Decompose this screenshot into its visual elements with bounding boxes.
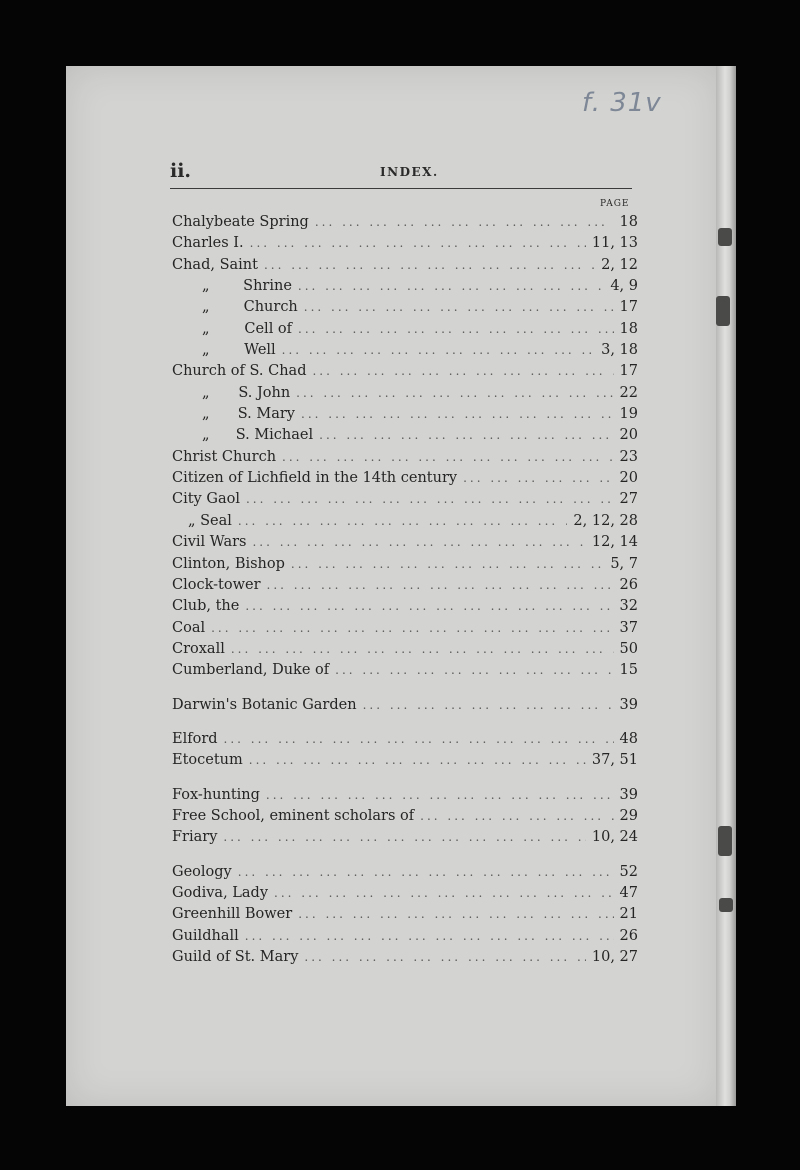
page-edge [716, 66, 736, 1106]
entry-pages: 5, 7 [610, 555, 638, 572]
dot-leader [224, 729, 614, 750]
entry-pages: 47 [619, 884, 638, 901]
index-entry [172, 926, 638, 947]
entry-label: Cumberland, Duke of [172, 662, 330, 679]
dot-leader [301, 404, 614, 425]
entry-label: Croxall [172, 640, 225, 657]
ditto-mark: „ [202, 320, 210, 337]
dot-leader [231, 639, 614, 660]
index-entry [172, 883, 638, 904]
entry-pages: 20 [619, 427, 638, 444]
entry-label: Elford [172, 730, 218, 747]
ditto-mark: „ [202, 406, 210, 423]
dot-leader [245, 926, 614, 947]
dot-leader [266, 785, 614, 806]
index-entry [172, 639, 638, 660]
index-subentry [172, 383, 638, 404]
entry-label: Clinton, Bishop [172, 555, 285, 572]
binding-mark [719, 898, 733, 912]
index-entry [172, 532, 638, 553]
entry-label: Club, the [172, 598, 240, 615]
entry-pages: 26 [619, 576, 638, 593]
index-subentry [172, 511, 638, 532]
entry-label: Free School, eminent scholars of [172, 807, 415, 824]
index-entry [172, 695, 638, 716]
dot-leader [252, 532, 585, 553]
ditto-mark: „ [202, 342, 210, 359]
entry-label: Guildhall [172, 927, 239, 944]
entry-label: Geology [172, 863, 232, 880]
entry-label: Well [244, 342, 276, 359]
index-entry [172, 618, 638, 639]
entry-label: S. Michael [235, 427, 314, 444]
index-subentry [172, 340, 638, 361]
entry-label: „ Seal [188, 512, 232, 529]
index-entry [172, 489, 638, 510]
folio-annotation: f. 31v [582, 88, 662, 118]
entry-pages: 39 [619, 696, 638, 713]
entry-pages: 37 [619, 619, 638, 636]
index-entry [172, 750, 638, 771]
entry-pages: 10, 24 [591, 829, 638, 846]
entry-pages: 32 [619, 598, 638, 615]
ditto-mark: „ [202, 278, 210, 295]
entry-pages: 4, 9 [610, 278, 638, 295]
dot-leader [282, 340, 595, 361]
entry-label: Fox-hunting [172, 786, 260, 803]
header-rule [170, 188, 632, 189]
entry-pages: 12, 14 [591, 534, 638, 551]
entry-pages: 2, 12 [601, 256, 638, 273]
index-subentry [172, 425, 638, 446]
dot-leader [363, 695, 614, 716]
binding-mark [718, 228, 732, 246]
dot-leader [249, 750, 586, 771]
index-entry [172, 361, 638, 382]
dot-leader [223, 827, 585, 848]
entry-label: Clock-tower [172, 576, 261, 593]
dot-leader [420, 806, 613, 827]
dot-leader [298, 276, 604, 297]
index-entry [172, 233, 638, 254]
entry-label: Friary [172, 829, 218, 846]
index-subentry [172, 297, 638, 318]
dot-leader [319, 425, 613, 446]
entry-label: Citizen of Lichfield in the 14th century [172, 470, 458, 487]
index-entry [172, 785, 638, 806]
dot-leader [238, 862, 614, 883]
dot-leader [291, 554, 604, 575]
entry-label: Christ Church [172, 448, 277, 465]
index-entry [172, 255, 638, 276]
index-subentry [172, 276, 638, 297]
dot-leader [246, 489, 614, 510]
dot-leader [250, 233, 586, 254]
dot-leader [238, 511, 568, 532]
index-entry [172, 827, 638, 848]
entry-pages: 39 [619, 786, 638, 803]
dot-leader [304, 947, 585, 968]
entry-pages: 3, 18 [601, 342, 638, 359]
entry-label: Charles I. [172, 235, 244, 252]
dot-leader [211, 618, 613, 639]
entry-label: Darwin's Botanic Garden [172, 696, 357, 713]
entry-label: Guild of St. Mary [172, 949, 299, 965]
index-entry [172, 862, 638, 883]
entry-pages: 17 [619, 299, 638, 316]
dot-leader [298, 319, 614, 340]
entry-pages: 52 [619, 863, 638, 880]
entry-label: City Gaol [172, 491, 240, 508]
dot-leader [282, 447, 614, 468]
index-subentry [172, 319, 638, 340]
entry-label: Cell of [244, 320, 293, 337]
dot-leader [245, 596, 613, 617]
ditto-mark: „ [202, 299, 210, 316]
dot-leader [304, 297, 614, 318]
index-entry [172, 904, 638, 925]
entry-pages: 23 [619, 448, 638, 465]
binding-mark [718, 826, 732, 856]
index-entry [172, 447, 638, 468]
index-entry [172, 729, 638, 750]
index-entry [172, 806, 638, 827]
entry-label: S. Mary [237, 406, 295, 423]
index-entry [172, 596, 638, 617]
entry-label: Greenhill Bower [172, 906, 293, 923]
index-entry [172, 575, 638, 596]
index-entry [172, 947, 638, 968]
entry-pages: 11, 13 [591, 235, 638, 252]
entry-label: S. John [238, 384, 291, 401]
entry-pages: 18 [619, 214, 638, 230]
entry-pages: 15 [619, 662, 638, 679]
index-list [172, 212, 638, 968]
entry-pages: 10, 27 [591, 949, 638, 965]
entry-label: Coal [172, 619, 206, 636]
ditto-mark: „ [202, 427, 210, 444]
index-entry [172, 660, 638, 681]
dot-leader [274, 883, 614, 904]
index-entry [172, 468, 638, 489]
entry-label: Civil Wars [172, 534, 247, 551]
dot-leader [315, 212, 614, 233]
entry-label: Etocetum [172, 752, 243, 769]
entry-pages: 22 [619, 384, 638, 401]
entry-pages: 17 [619, 363, 638, 380]
index-subentry [172, 404, 638, 425]
entry-label: Church [243, 299, 298, 316]
entry-pages: 27 [619, 491, 638, 508]
dot-leader [264, 255, 595, 276]
entry-pages: 2, 12, 28 [573, 512, 638, 529]
index-entry [172, 212, 638, 233]
page-number: ii. [170, 160, 192, 182]
dot-leader [463, 468, 613, 489]
entry-pages: 37, 51 [591, 752, 638, 769]
entry-pages: 50 [619, 640, 638, 657]
entry-pages: 26 [619, 927, 638, 944]
entry-pages: 18 [619, 320, 638, 337]
entry-pages: 29 [619, 807, 638, 824]
entry-label: Church of S. Chad [172, 363, 307, 380]
entry-pages: 21 [619, 906, 638, 923]
entry-pages: 48 [619, 730, 638, 747]
entry-label: Godiva, Lady [172, 884, 269, 901]
entry-label: Shrine [243, 278, 292, 295]
page-title: INDEX. [380, 165, 439, 179]
page-column-label: PAGE [600, 199, 630, 209]
entry-pages: 19 [619, 406, 638, 423]
entry-label: Chalybeate Spring [172, 214, 309, 230]
dot-leader [267, 575, 614, 596]
dot-leader [296, 383, 613, 404]
dot-leader [335, 660, 613, 681]
entry-pages: 20 [619, 470, 638, 487]
index-entry [172, 554, 638, 575]
ditto-mark: „ [202, 384, 210, 401]
dot-leader [312, 361, 613, 382]
binding-mark [716, 296, 730, 326]
dot-leader [298, 904, 613, 925]
entry-label: Chad, Saint [172, 256, 258, 273]
